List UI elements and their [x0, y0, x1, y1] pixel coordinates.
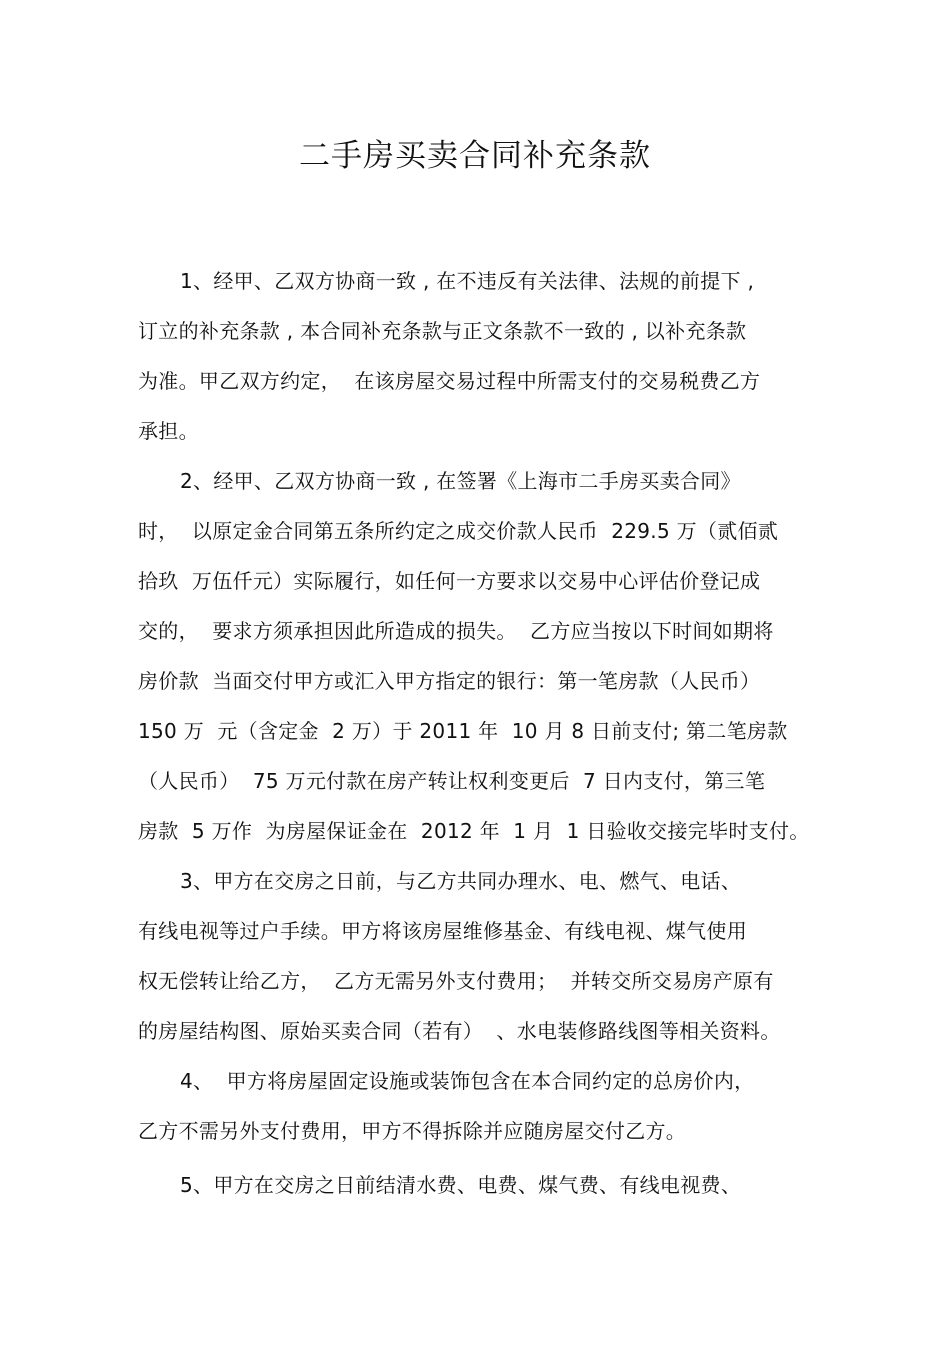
clause-line: 时， 以原定金合同第五条所约定之成交价款人民币 229.5 万（贰佰贰: [138, 519, 779, 543]
clause-line: 乙方不需另外支付费用，甲方不得拆除并应随房屋交付乙方。: [138, 1119, 687, 1143]
clause-line: 4、 甲方将房屋固定设施或装饰包含在本合同约定的总房价内，: [180, 1069, 755, 1093]
clause-line: 3、甲方在交房之日前，与乙方共同办理水、电、燃气、电话、: [180, 869, 742, 893]
clause-line: 150 万 元（含定金 2 万）于 2011 年 10 月 8 日前支付; 第二笔房款: [138, 719, 788, 743]
document-title: 二手房买卖合同补充条款: [299, 138, 651, 174]
clause-line: 为准。甲乙双方约定， 在该房屋交易过程中所需支付的交易税费乙方: [138, 369, 761, 393]
clause-line: 拾玖 万伍仟元）实际履行，如任何一方要求以交易中心评估价登记成: [138, 569, 761, 593]
clause-line: 5、甲方在交房之日前结清水费、电费、煤气费、有线电视费、: [180, 1173, 742, 1197]
clause-line: 订立的补充条款 , 本合同补充条款与正文条款不一致的 , 以补充条款: [138, 319, 747, 343]
clause-line: 有线电视等过户手续。甲方将该房屋维修基金、有线电视、煤气使用: [138, 919, 747, 943]
clause-line: 2、经甲、乙双方协商一致 , 在签署《上海市二手房买卖合同》: [180, 469, 741, 493]
clause-line: 承担。: [138, 419, 199, 443]
clause-line: 1、经甲、乙双方协商一致 , 在不违反有关法律、法规的前提下 ,: [180, 269, 755, 293]
clause-line: （人民币） 75 万元付款在房产转让权利变更后 7 日内支付，第三笔: [138, 769, 766, 793]
clause-line: 房价款 当面交付甲方或汇入甲方指定的银行：第一笔房款（人民币）: [138, 669, 761, 693]
clause-line: 权无偿转让给乙方， 乙方无需另外支付费用； 并转交所交易房产原有: [138, 969, 774, 993]
clause-line: 的房屋结构图、原始买卖合同（若有） 、水电装修路线图等相关资料。: [138, 1019, 781, 1043]
clause-line: 房款 5 万作 为房屋保证金在 2012 年 1 月 1 日验收交接完毕时支付。: [138, 819, 810, 843]
clause-line: 交的， 要求方须承担因此所造成的损失。 乙方应当按以下时间如期将: [138, 619, 774, 643]
